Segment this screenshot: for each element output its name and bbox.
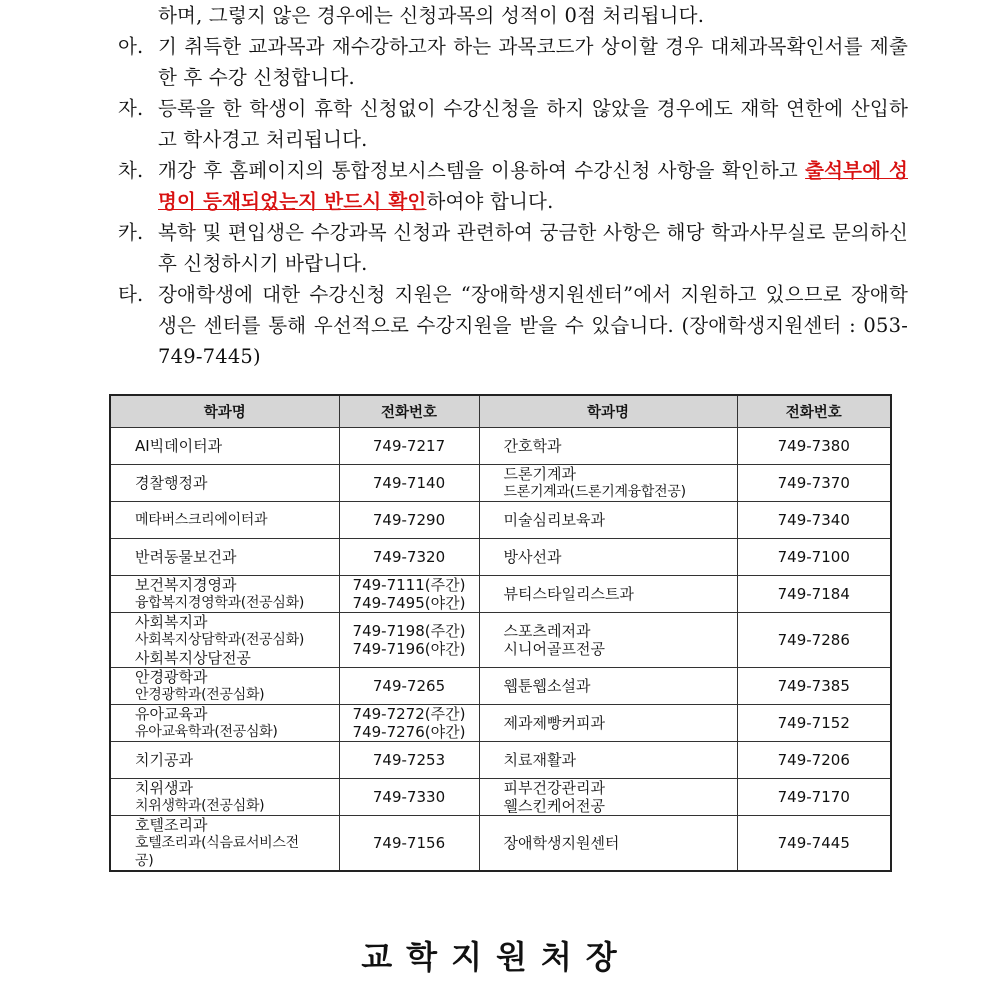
dept-name: 안경광학과(전공심화) bbox=[135, 687, 265, 703]
phone-cell bbox=[339, 705, 479, 742]
table-row bbox=[110, 502, 891, 539]
note-ja bbox=[118, 93, 908, 155]
dept-cell-right bbox=[479, 576, 737, 613]
note-ah bbox=[118, 31, 908, 93]
note-text: 하며, 그렇지 않은 경우에는 신청과목의 성적이 0점 처리됩니다. bbox=[158, 4, 705, 27]
phone-cell bbox=[339, 502, 479, 539]
phone-cell bbox=[737, 613, 891, 668]
dept-name: 드론기계과(드론기계융합전공) bbox=[503, 484, 686, 500]
dept-name: 드론기계과 bbox=[503, 465, 576, 483]
note-text: 기 취득한 교과목과 재수강하고자 하는 과목코드가 상이할 경우 대체과목확인서를 제출한 후 수강 신청합니다. bbox=[158, 35, 908, 89]
dept-name: 사회복지상담전공 bbox=[135, 649, 251, 667]
phone-cell bbox=[737, 465, 891, 502]
note-text: 장애학생에 대한 수강신청 지원은 “장애학생지원센터”에서 지원하고 있으므로 장애학생은 센터를 통해 우선적으로 수강지원을 받을 수 있습니다. (장애학생지원센터 : 053-749-7445) bbox=[158, 283, 908, 368]
table-row bbox=[110, 705, 891, 742]
dept-name: 유아교육과 bbox=[135, 705, 208, 723]
phone-number: 749-7290 bbox=[372, 511, 446, 529]
dept-cell-right bbox=[479, 742, 737, 779]
phone-cell bbox=[339, 779, 479, 816]
phone-number: 749-7170 bbox=[777, 788, 850, 806]
note-ta bbox=[118, 279, 908, 372]
dept-cell-right bbox=[479, 779, 737, 816]
department-phone-table bbox=[109, 394, 892, 872]
dept-name: 사회복지과 bbox=[135, 613, 208, 631]
dept-name: 피부건강관리과 bbox=[503, 779, 605, 797]
phone-cell bbox=[737, 668, 891, 705]
dept-name: 호텔조리과(식음료서비스전공) bbox=[135, 835, 299, 869]
dept-cell-left bbox=[110, 465, 339, 502]
dept-cell-left bbox=[110, 705, 339, 742]
note-mark: 차. bbox=[118, 159, 144, 182]
phone-cell bbox=[339, 816, 479, 872]
header-dept-left: 학과명 bbox=[110, 395, 339, 428]
phone-cell bbox=[737, 502, 891, 539]
dept-cell-right bbox=[479, 539, 737, 576]
phone-number: 749-7198(주간) bbox=[352, 622, 466, 640]
phone-number: 749-7206 bbox=[777, 751, 850, 769]
dept-cell-left bbox=[110, 613, 339, 668]
dept-name: 유아교육학과(전공심화) bbox=[135, 724, 278, 740]
table-row bbox=[110, 465, 891, 502]
dept-cell-left bbox=[110, 539, 339, 576]
header-phone-right: 전화번호 bbox=[737, 395, 891, 428]
phone-number: 749-7276(야간) bbox=[352, 723, 466, 741]
dept-cell-right bbox=[479, 816, 737, 872]
note-continuation bbox=[118, 0, 908, 31]
dept-name: 스포츠레저과 bbox=[503, 622, 591, 640]
notice-list bbox=[118, 0, 908, 372]
dept-name: 치위생과 bbox=[135, 779, 193, 797]
table-row bbox=[110, 779, 891, 816]
dept-name: 치기공과 bbox=[135, 751, 193, 769]
note-ka bbox=[118, 217, 908, 279]
table-row bbox=[110, 428, 891, 465]
header-phone-left: 전화번호 bbox=[339, 395, 479, 428]
dept-name: AI빅데이터과 bbox=[135, 437, 223, 455]
table-row bbox=[110, 576, 891, 613]
phone-cell bbox=[339, 465, 479, 502]
phone-number: 749-7111(주간) bbox=[352, 576, 466, 594]
dept-name: 반려동물보건과 bbox=[135, 548, 237, 566]
dept-name: 제과제빵커피과 bbox=[503, 714, 605, 732]
table-row bbox=[110, 816, 891, 872]
dept-name: 웹툰웹소설과 bbox=[503, 677, 591, 695]
phone-number: 749-7495(야간) bbox=[352, 594, 466, 612]
phone-cell bbox=[737, 705, 891, 742]
dept-name: 뷰티스타일리스트과 bbox=[503, 585, 634, 603]
phone-number: 749-7184 bbox=[777, 585, 850, 603]
phone-cell bbox=[339, 742, 479, 779]
dept-name: 치료재활과 bbox=[503, 751, 576, 769]
phone-number: 749-7340 bbox=[777, 511, 850, 529]
dept-cell-left bbox=[110, 816, 339, 872]
dept-cell-right bbox=[479, 465, 737, 502]
note-mark: 타. bbox=[118, 283, 144, 306]
table-header-row bbox=[110, 395, 891, 428]
dept-name: 치위생학과(전공심화) bbox=[135, 798, 265, 814]
table-row bbox=[110, 613, 891, 668]
phone-number: 749-7272(주간) bbox=[352, 705, 466, 723]
phone-number: 749-7265 bbox=[372, 677, 446, 695]
phone-number: 749-7380 bbox=[777, 437, 850, 455]
header-dept-right: 학과명 bbox=[479, 395, 737, 428]
dept-cell-left bbox=[110, 576, 339, 613]
note-text-after: 하여야 합니다. bbox=[426, 190, 554, 213]
phone-cell bbox=[737, 576, 891, 613]
dept-cell-right bbox=[479, 428, 737, 465]
phone-cell bbox=[737, 779, 891, 816]
note-mark: 카. bbox=[118, 221, 144, 244]
phone-cell bbox=[737, 742, 891, 779]
dept-name: 사회복지상담학과(전공심화) bbox=[135, 632, 305, 648]
table-row bbox=[110, 539, 891, 576]
phone-number: 749-7140 bbox=[372, 474, 446, 492]
phone-number: 749-7156 bbox=[372, 834, 446, 852]
dept-cell-left bbox=[110, 502, 339, 539]
dept-cell-left bbox=[110, 779, 339, 816]
dept-name: 웰스킨케어전공 bbox=[503, 797, 605, 815]
phone-cell bbox=[737, 539, 891, 576]
phone-cell bbox=[737, 816, 891, 872]
note-highlight: 출석부에 성명이 등재되었는지 반드시 확인 bbox=[158, 159, 908, 213]
table-row bbox=[110, 668, 891, 705]
dept-name: 안경광학과 bbox=[135, 668, 208, 686]
dept-name: 호텔조리과 bbox=[135, 816, 208, 834]
phone-number: 749-7385 bbox=[777, 677, 850, 695]
table-body bbox=[110, 428, 891, 872]
phone-number: 749-7217 bbox=[372, 437, 446, 455]
phone-number: 749-7152 bbox=[777, 714, 850, 732]
note-text: 등록을 한 학생이 휴학 신청없이 수강신청을 하지 않았을 경우에도 재학 연한에 산입하고 학사경고 처리됩니다. bbox=[158, 97, 908, 151]
phone-number: 749-7253 bbox=[372, 751, 446, 769]
dept-name: 방사선과 bbox=[503, 548, 562, 566]
dept-name: 장애학생지원센터 bbox=[503, 834, 620, 852]
dept-name: 미술심리보육과 bbox=[503, 511, 605, 529]
dept-cell-right bbox=[479, 668, 737, 705]
note-mark: 자. bbox=[118, 97, 144, 120]
dept-name: 메타버스크리에이터과 bbox=[135, 512, 268, 528]
phone-number: 749-7445 bbox=[777, 834, 850, 852]
dept-name: 시니어골프전공 bbox=[503, 640, 605, 658]
dept-name: 융합복지경영학과(전공심화) bbox=[135, 595, 305, 611]
phone-cell bbox=[339, 668, 479, 705]
phone-number: 749-7370 bbox=[777, 474, 850, 492]
note-text: 복학 및 편입생은 수강과목 신청과 관련하여 궁금한 사항은 해당 학과사무실로 문의하신 후 신청하시기 바랍니다. bbox=[158, 221, 908, 275]
dept-cell-left bbox=[110, 668, 339, 705]
phone-cell bbox=[339, 613, 479, 668]
phone-number: 749-7330 bbox=[372, 788, 446, 806]
phone-cell bbox=[339, 428, 479, 465]
phone-number: 749-7100 bbox=[777, 548, 850, 566]
note-text-before: 개강 후 홈페이지의 통합정보시스템을 이용하여 수강신청 사항을 확인하고 bbox=[158, 159, 806, 182]
phone-cell bbox=[737, 428, 891, 465]
dept-name: 보건복지경영과 bbox=[135, 576, 237, 594]
dept-cell-right bbox=[479, 502, 737, 539]
phone-cell bbox=[339, 576, 479, 613]
dept-cell-right bbox=[479, 705, 737, 742]
note-mark: 아. bbox=[118, 35, 144, 58]
table-row bbox=[110, 742, 891, 779]
phone-number: 749-7320 bbox=[372, 548, 446, 566]
phone-number: 749-7196(야간) bbox=[352, 640, 466, 658]
note-cha bbox=[118, 155, 908, 217]
dept-name: 경찰행정과 bbox=[135, 474, 208, 492]
phone-cell bbox=[339, 539, 479, 576]
dept-name: 간호학과 bbox=[503, 437, 562, 455]
signature-title: 교학지원처장 bbox=[361, 938, 631, 976]
dept-cell-left bbox=[110, 742, 339, 779]
dept-cell-left bbox=[110, 428, 339, 465]
phone-number: 749-7286 bbox=[777, 631, 850, 649]
dept-cell-right bbox=[479, 613, 737, 668]
